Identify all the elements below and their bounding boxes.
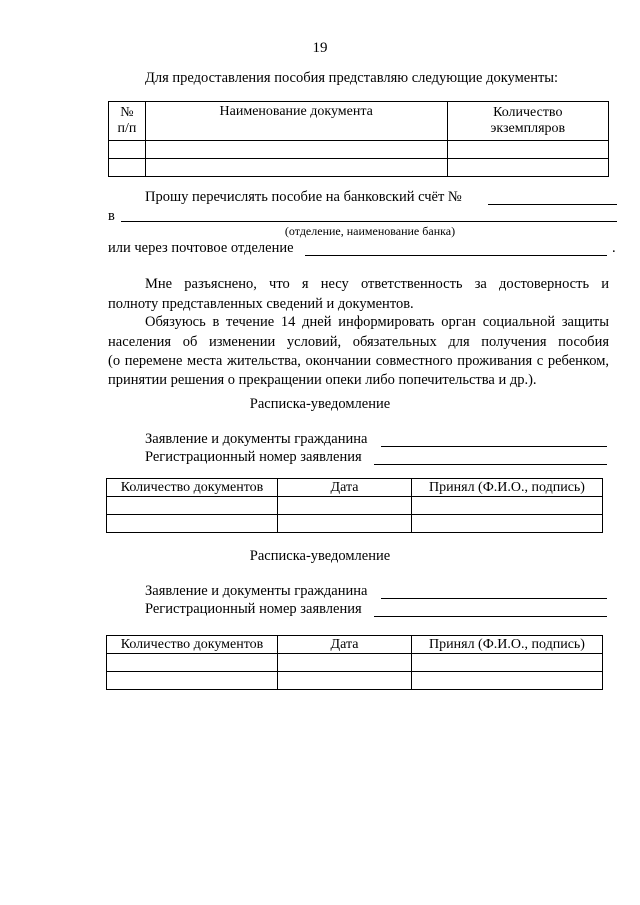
- table-row: [107, 654, 603, 672]
- table-cell[interactable]: [107, 672, 278, 690]
- table-cell[interactable]: [278, 515, 412, 533]
- col-number-line2: п/п: [117, 121, 137, 136]
- reg-number-label: Регистрационный номер заявления: [145, 449, 362, 465]
- documents-table: [108, 101, 609, 177]
- bank-account-field[interactable]: [488, 204, 617, 205]
- col-qty-line2: экземпляров: [490, 121, 566, 136]
- col-doc-count: Количество документов: [107, 636, 278, 654]
- reg-number-field[interactable]: [374, 464, 607, 465]
- col-qty-line1: Количество: [493, 105, 563, 120]
- receipt-title: Расписка-уведомление: [249, 396, 391, 412]
- table-cell[interactable]: [107, 654, 278, 672]
- statement-2-line: населения об изменении условий, обязательных для получения пособия: [108, 334, 609, 350]
- receipt-table: [106, 478, 603, 533]
- statement-2-line: принятии решения о прекращении опеки либо попечительства и др.).: [108, 372, 537, 388]
- statement-1: [145, 276, 609, 293]
- table-cell[interactable]: [447, 141, 608, 159]
- col-accepted-by: Принял (Ф.И.О., подпись): [412, 479, 603, 497]
- col-date: Дата: [278, 479, 412, 497]
- table-cell[interactable]: [412, 672, 603, 690]
- statement-1-cont: полноту представленных сведений и документов.: [108, 296, 414, 312]
- table-cell[interactable]: [145, 159, 447, 177]
- applicant-label: Заявление и документы гражданина: [145, 431, 368, 447]
- col-name-header: Наименование документа: [145, 102, 447, 141]
- table-cell[interactable]: [447, 159, 608, 177]
- table-cell[interactable]: [278, 497, 412, 515]
- table-cell[interactable]: [278, 654, 412, 672]
- table-cell[interactable]: [109, 159, 146, 177]
- bank-account-label: Прошу перечислять пособие на банковский счёт №: [145, 189, 462, 205]
- table-cell[interactable]: [109, 141, 146, 159]
- table-row: [107, 497, 603, 515]
- col-doc-count: Количество документов: [107, 479, 278, 497]
- table-row: [107, 672, 603, 690]
- table-header-row: [109, 102, 609, 141]
- applicant-label: Заявление и документы гражданина: [145, 583, 368, 599]
- statement-2-cont: [108, 333, 609, 390]
- statement-2: [145, 314, 609, 331]
- table-header-row: [107, 479, 603, 497]
- col-number-line1: №: [120, 105, 134, 120]
- applicant-field[interactable]: [381, 446, 607, 447]
- post-office-label: или через почтовое отделение: [108, 240, 294, 256]
- intro-text: Для предоставления пособия представляю следующие документы:: [145, 70, 559, 86]
- table-cell[interactable]: [412, 515, 603, 533]
- table-row: [109, 141, 609, 159]
- bank-caption: (отделение, наименование банка): [284, 224, 456, 238]
- table-cell[interactable]: [412, 654, 603, 672]
- table-row: [107, 515, 603, 533]
- table-row: [109, 159, 609, 177]
- table-cell[interactable]: [145, 141, 447, 159]
- page-number: 19: [312, 40, 328, 56]
- receipt-title: Расписка-уведомление: [249, 548, 391, 564]
- col-date: Дата: [278, 636, 412, 654]
- post-office-end: .: [612, 240, 616, 256]
- col-accepted-by: Принял (Ф.И.О., подпись): [412, 636, 603, 654]
- reg-number-label: Регистрационный номер заявления: [145, 601, 362, 617]
- bank-in-label: в: [108, 208, 115, 224]
- reg-number-field[interactable]: [374, 616, 607, 617]
- statement-1-line: Мне разъяснено, что я несу ответственность за достоверность и: [145, 276, 609, 292]
- table-cell[interactable]: [107, 515, 278, 533]
- table-cell[interactable]: [278, 672, 412, 690]
- table-header-row: [107, 636, 603, 654]
- statement-2-line: (о перемене места жительства, окончании совместного проживания с ребенком,: [108, 353, 609, 369]
- bank-name-field[interactable]: [121, 221, 617, 222]
- applicant-field[interactable]: [381, 598, 607, 599]
- table-cell[interactable]: [107, 497, 278, 515]
- col-number-header: [109, 102, 146, 141]
- receipt-table: [106, 635, 603, 690]
- statement-2-line: Обязуюсь в течение 14 дней информировать орган социальной защиты: [145, 314, 609, 330]
- col-qty-header: [447, 102, 608, 141]
- table-cell[interactable]: [412, 497, 603, 515]
- post-office-field[interactable]: [305, 255, 607, 256]
